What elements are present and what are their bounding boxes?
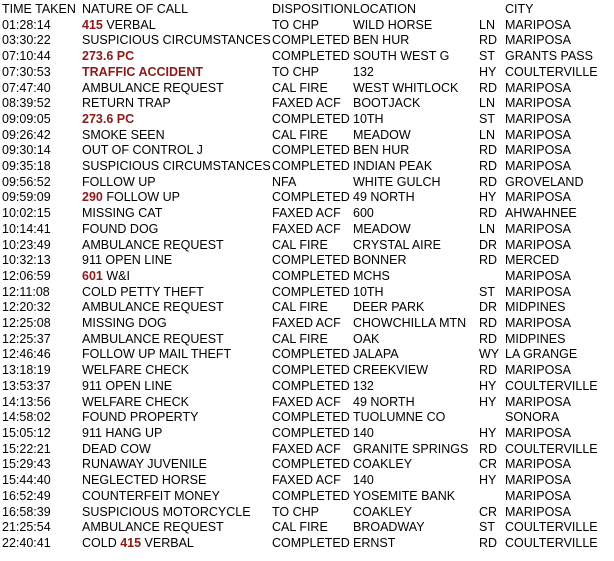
table-row bbox=[2, 222, 611, 238]
cell-nature bbox=[82, 253, 272, 269]
nature-code: 273.6 PC bbox=[82, 111, 135, 126]
cell-city: MARIPOSA bbox=[505, 80, 571, 95]
cell-nature bbox=[82, 379, 272, 395]
cell-time: 15:29:43 bbox=[2, 457, 51, 472]
table-row bbox=[2, 285, 611, 301]
cell-location: DEER PARK bbox=[353, 300, 425, 315]
cell-nature bbox=[82, 65, 272, 81]
cell-location: CHOWCHILLA MTN bbox=[353, 316, 467, 331]
cell-disposition: COMPLETED bbox=[272, 284, 350, 299]
cell-disposition: COMPLETED bbox=[272, 253, 350, 268]
nature-text: VERBAL bbox=[141, 535, 194, 550]
cell-time: 22:40:41 bbox=[2, 535, 51, 550]
table-row bbox=[2, 457, 611, 473]
header-row bbox=[2, 2, 611, 18]
nature-code: 290 bbox=[82, 190, 103, 205]
cell-suffix: RD bbox=[479, 441, 498, 456]
nature-text: W&I bbox=[102, 268, 130, 283]
cell-time: 07:10:44 bbox=[2, 49, 51, 64]
cell-suffix bbox=[479, 269, 505, 285]
table-row bbox=[2, 347, 611, 363]
cell-disposition: FAXED ACF bbox=[272, 206, 341, 221]
nature-text: AMBULANCE REQUEST bbox=[82, 300, 224, 315]
table-row bbox=[2, 253, 611, 269]
table-row bbox=[2, 316, 611, 332]
nature-code: 415 bbox=[82, 17, 103, 32]
cell-nature bbox=[82, 536, 272, 552]
table-row bbox=[2, 379, 611, 395]
cell-nature bbox=[82, 96, 272, 112]
table-row bbox=[2, 96, 611, 112]
table-row bbox=[2, 112, 611, 128]
cell-disposition: COMPLETED bbox=[272, 378, 350, 393]
cell-location: OAK bbox=[353, 331, 380, 346]
cell-location: COAKLEY bbox=[353, 504, 413, 519]
table-row bbox=[2, 505, 611, 521]
cell-disposition: CAL FIRE bbox=[272, 127, 328, 142]
cell-time: 09:09:05 bbox=[2, 111, 51, 126]
cell-suffix: RD bbox=[479, 206, 498, 221]
cell-disposition: FAXED ACF bbox=[272, 394, 341, 409]
cell-city: COULTERVILLE bbox=[505, 535, 598, 550]
cell-nature bbox=[82, 269, 272, 285]
cell-city: COULTERVILLE bbox=[505, 64, 598, 79]
header-suffix bbox=[479, 2, 505, 18]
cell-city: MARIPOSA bbox=[505, 425, 571, 440]
cell-suffix: RD bbox=[479, 143, 498, 158]
cell-suffix: HY bbox=[479, 394, 497, 409]
cell-location: 140 bbox=[353, 425, 374, 440]
table-row bbox=[2, 363, 611, 379]
cell-nature bbox=[82, 206, 272, 222]
cell-time: 15:05:12 bbox=[2, 425, 51, 440]
cell-suffix: HY bbox=[479, 473, 497, 488]
cell-disposition: COMPLETED bbox=[272, 535, 350, 550]
cell-suffix bbox=[479, 410, 505, 426]
cell-location: BEN HUR bbox=[353, 33, 410, 48]
nature-code: 415 bbox=[120, 535, 142, 550]
cell-disposition: COMPLETED bbox=[272, 347, 350, 362]
table-row bbox=[2, 159, 611, 175]
cell-time: 12:06:59 bbox=[2, 268, 51, 283]
cell-nature bbox=[82, 347, 272, 363]
table-row bbox=[2, 143, 611, 159]
cell-suffix: LN bbox=[479, 127, 495, 142]
cell-location: BROADWAY bbox=[353, 520, 425, 535]
cell-time: 08:39:52 bbox=[2, 96, 51, 111]
cell-city: MARIPOSA bbox=[505, 143, 571, 158]
cell-nature bbox=[82, 81, 272, 97]
cell-time: 13:53:37 bbox=[2, 378, 51, 393]
cell-suffix: ST bbox=[479, 111, 495, 126]
cell-suffix: RD bbox=[479, 33, 498, 48]
nature-text: MISSING DOG bbox=[82, 316, 167, 331]
cell-disposition: FAXED ACF bbox=[272, 441, 341, 456]
cell-suffix: HY bbox=[479, 425, 497, 440]
nature-text: AMBULANCE REQUEST bbox=[82, 80, 224, 95]
cell-disposition: TO CHP bbox=[272, 17, 319, 32]
cell-disposition: FAXED ACF bbox=[272, 96, 341, 111]
cell-nature bbox=[82, 238, 272, 254]
cell-city: MERCED bbox=[505, 253, 560, 268]
nature-code: 601 bbox=[82, 268, 103, 283]
cell-location: MEADOW bbox=[353, 221, 411, 236]
nature-text: RUNAWAY JUVENILE bbox=[82, 457, 208, 472]
cell-disposition: CAL FIRE bbox=[272, 331, 328, 346]
cell-city: MARIPOSA bbox=[505, 363, 571, 378]
cell-city: MARIPOSA bbox=[505, 159, 571, 174]
nature-text: RETURN TRAP bbox=[82, 96, 171, 111]
cell-city: LA GRANGE bbox=[505, 347, 578, 362]
cell-disposition: COMPLETED bbox=[272, 268, 350, 283]
cell-location: ERNST bbox=[353, 535, 396, 550]
cell-nature bbox=[82, 410, 272, 426]
nature-text: 911 HANG UP bbox=[82, 425, 163, 440]
cell-nature bbox=[82, 175, 272, 191]
cell-time: 14:13:56 bbox=[2, 394, 51, 409]
nature-text: COUNTERFEIT MONEY bbox=[82, 488, 220, 503]
header-nature: NATURE OF CALL bbox=[82, 2, 189, 16]
cell-suffix: RD bbox=[479, 80, 498, 95]
cell-nature bbox=[82, 143, 272, 159]
cell-city: MARIPOSA bbox=[505, 33, 571, 48]
cell-location: WHITE GULCH bbox=[353, 174, 441, 189]
cell-location: GRANITE SPRINGS bbox=[353, 441, 469, 456]
cell-suffix: RD bbox=[479, 331, 498, 346]
cell-disposition: FAXED ACF bbox=[272, 316, 341, 331]
cell-city: MIDPINES bbox=[505, 331, 566, 346]
cell-nature bbox=[82, 222, 272, 238]
table-row bbox=[2, 33, 611, 49]
nature-text: AMBULANCE REQUEST bbox=[82, 331, 224, 346]
cell-disposition: COMPLETED bbox=[272, 410, 350, 425]
nature-text: COLD PETTY THEFT bbox=[82, 284, 204, 299]
nature-text: COLD bbox=[82, 535, 121, 550]
cell-city: MIDPINES bbox=[505, 300, 566, 315]
nature-text: WELFARE CHECK bbox=[82, 394, 189, 409]
cell-suffix: ST bbox=[479, 49, 495, 64]
cell-disposition: COMPLETED bbox=[272, 488, 350, 503]
cell-nature bbox=[82, 442, 272, 458]
cell-suffix: LN bbox=[479, 221, 495, 236]
cell-time: 09:30:14 bbox=[2, 143, 51, 158]
table-row bbox=[2, 81, 611, 97]
cell-location: 10TH bbox=[353, 111, 384, 126]
table-row bbox=[2, 238, 611, 254]
cell-suffix: WY bbox=[479, 347, 500, 362]
cell-location: 132 bbox=[353, 64, 374, 79]
cell-suffix: CR bbox=[479, 504, 498, 519]
nature-text: FOLLOW UP bbox=[102, 190, 180, 205]
cell-time: 10:02:15 bbox=[2, 206, 51, 221]
cell-time: 12:11:08 bbox=[2, 284, 50, 299]
table-row bbox=[2, 175, 611, 191]
header-location: LOCATION bbox=[353, 2, 416, 16]
cell-location: 49 NORTH bbox=[353, 394, 415, 409]
nature-text: FOUND PROPERTY bbox=[82, 410, 199, 425]
cell-nature bbox=[82, 128, 272, 144]
cell-disposition: COMPLETED bbox=[272, 111, 350, 126]
cell-disposition: COMPLETED bbox=[272, 143, 350, 158]
cell-location: 49 NORTH bbox=[353, 190, 415, 205]
nature-text: AMBULANCE REQUEST bbox=[82, 520, 224, 535]
header-time: TIME TAKEN bbox=[2, 2, 76, 16]
cell-nature bbox=[82, 520, 272, 536]
cell-disposition: CAL FIRE bbox=[272, 520, 328, 535]
nature-text: DEAD COW bbox=[82, 441, 151, 456]
cell-city: COULTERVILLE bbox=[505, 520, 598, 535]
table-row bbox=[2, 426, 611, 442]
cell-city: COULTERVILLE bbox=[505, 378, 598, 393]
table-row bbox=[2, 65, 611, 81]
cell-time: 12:25:37 bbox=[2, 331, 51, 346]
nature-text: SUSPICIOUS CIRCUMSTANCES bbox=[82, 33, 271, 48]
cell-disposition: CAL FIRE bbox=[272, 237, 328, 252]
cell-time: 09:26:42 bbox=[2, 127, 51, 142]
cell-city: MARIPOSA bbox=[505, 17, 571, 32]
cell-nature bbox=[82, 316, 272, 332]
cell-time: 12:25:08 bbox=[2, 316, 51, 331]
cell-city: AHWAHNEE bbox=[505, 206, 577, 221]
table-row bbox=[2, 300, 611, 316]
cell-location: WEST WHITLOCK bbox=[353, 80, 459, 95]
cell-disposition: TO CHP bbox=[272, 504, 319, 519]
table-row bbox=[2, 49, 611, 65]
cell-nature bbox=[82, 505, 272, 521]
cell-time: 09:56:52 bbox=[2, 174, 51, 189]
cell-nature bbox=[82, 426, 272, 442]
cell-city: MARIPOSA bbox=[505, 316, 571, 331]
cell-city: MARIPOSA bbox=[505, 96, 571, 111]
cell-city: GROVELAND bbox=[505, 174, 584, 189]
nature-text: SUSPICIOUS MOTORCYCLE bbox=[82, 504, 251, 519]
nature-text: SMOKE SEEN bbox=[82, 127, 165, 142]
nature-text: FOLLOW UP MAIL THEFT bbox=[82, 347, 232, 362]
cell-location: 132 bbox=[353, 378, 374, 393]
cell-nature bbox=[82, 332, 272, 348]
nature-code: 273.6 PC bbox=[82, 49, 135, 64]
cell-disposition: CAL FIRE bbox=[272, 80, 328, 95]
cell-disposition: FAXED ACF bbox=[272, 473, 341, 488]
cell-city: MARIPOSA bbox=[505, 284, 571, 299]
table-row bbox=[2, 473, 611, 489]
cell-location: YOSEMITE BANK bbox=[353, 488, 456, 503]
cell-time: 16:58:39 bbox=[2, 504, 51, 519]
cell-city: MARIPOSA bbox=[505, 190, 571, 205]
nature-text: SUSPICIOUS CIRCUMSTANCES bbox=[82, 159, 271, 174]
call-log-table bbox=[2, 2, 611, 552]
cell-location: JALAPA bbox=[353, 347, 399, 362]
table-row bbox=[2, 128, 611, 144]
call-log-rows bbox=[2, 18, 611, 552]
table-row bbox=[2, 442, 611, 458]
cell-location: TUOLUMNE CO bbox=[353, 410, 446, 425]
cell-time: 10:14:41 bbox=[2, 221, 51, 236]
cell-time: 15:44:40 bbox=[2, 473, 51, 488]
cell-disposition: COMPLETED bbox=[272, 190, 350, 205]
cell-suffix: RD bbox=[479, 159, 498, 174]
cell-city: MARIPOSA bbox=[505, 504, 571, 519]
cell-suffix: HY bbox=[479, 190, 497, 205]
cell-location: BEN HUR bbox=[353, 143, 410, 158]
cell-time: 21:25:54 bbox=[2, 520, 51, 535]
cell-time: 09:59:09 bbox=[2, 190, 51, 205]
cell-suffix: RD bbox=[479, 363, 498, 378]
table-row bbox=[2, 536, 611, 552]
cell-nature bbox=[82, 489, 272, 505]
cell-suffix: DR bbox=[479, 300, 498, 315]
cell-location: MEADOW bbox=[353, 127, 411, 142]
cell-city: MARIPOSA bbox=[505, 221, 571, 236]
cell-location: INDIAN PEAK bbox=[353, 159, 433, 174]
cell-suffix: RD bbox=[479, 253, 498, 268]
cell-time: 12:20:32 bbox=[2, 300, 51, 315]
table-row bbox=[2, 190, 611, 206]
nature-text: MISSING CAT bbox=[82, 206, 163, 221]
cell-suffix: DR bbox=[479, 237, 498, 252]
cell-suffix: ST bbox=[479, 284, 495, 299]
table-row bbox=[2, 395, 611, 411]
cell-disposition: COMPLETED bbox=[272, 363, 350, 378]
header-city: CITY bbox=[505, 2, 534, 16]
cell-city: MARIPOSA bbox=[505, 111, 571, 126]
cell-disposition: NFA bbox=[272, 174, 297, 189]
cell-time: 15:22:21 bbox=[2, 441, 51, 456]
cell-time: 07:30:53 bbox=[2, 64, 51, 79]
cell-time: 09:35:18 bbox=[2, 159, 51, 174]
nature-text: WELFARE CHECK bbox=[82, 363, 189, 378]
cell-city: GRANTS PASS bbox=[505, 49, 593, 64]
cell-time: 03:30:22 bbox=[2, 33, 51, 48]
cell-suffix: RD bbox=[479, 535, 498, 550]
table-row bbox=[2, 332, 611, 348]
cell-city: MARIPOSA bbox=[505, 127, 571, 142]
cell-nature bbox=[82, 49, 272, 65]
cell-disposition: COMPLETED bbox=[272, 457, 350, 472]
table-row bbox=[2, 269, 611, 285]
cell-location: 600 bbox=[353, 206, 374, 221]
cell-nature bbox=[82, 112, 272, 128]
cell-nature bbox=[82, 457, 272, 473]
cell-location: BONNER bbox=[353, 253, 407, 268]
cell-nature bbox=[82, 33, 272, 49]
cell-city: SONORA bbox=[505, 410, 560, 425]
cell-nature bbox=[82, 300, 272, 316]
cell-nature bbox=[82, 473, 272, 489]
cell-city: MARIPOSA bbox=[505, 237, 571, 252]
cell-time: 14:58:02 bbox=[2, 410, 51, 425]
cell-city: MARIPOSA bbox=[505, 473, 571, 488]
nature-text: FOLLOW UP bbox=[82, 174, 156, 189]
table-row bbox=[2, 206, 611, 222]
cell-city: MARIPOSA bbox=[505, 488, 571, 503]
cell-nature bbox=[82, 190, 272, 206]
cell-suffix: HY bbox=[479, 64, 497, 79]
cell-location: 140 bbox=[353, 473, 374, 488]
nature-text: FOUND DOG bbox=[82, 221, 159, 236]
cell-time: 01:28:14 bbox=[2, 17, 51, 32]
nature-text: AMBULANCE REQUEST bbox=[82, 237, 224, 252]
cell-suffix bbox=[479, 489, 505, 505]
nature-text: OUT OF CONTROL J bbox=[82, 143, 203, 158]
cell-nature bbox=[82, 363, 272, 379]
cell-suffix: CR bbox=[479, 457, 498, 472]
cell-nature bbox=[82, 159, 272, 175]
cell-suffix: HY bbox=[479, 378, 497, 393]
cell-disposition: CAL FIRE bbox=[272, 300, 328, 315]
cell-suffix: LN bbox=[479, 17, 495, 32]
table-row bbox=[2, 489, 611, 505]
cell-time: 10:23:49 bbox=[2, 237, 51, 252]
cell-disposition: FAXED ACF bbox=[272, 221, 341, 236]
table-row bbox=[2, 520, 611, 536]
nature-text: 911 OPEN LINE bbox=[82, 378, 173, 393]
nature-text: VERBAL bbox=[102, 17, 156, 32]
cell-nature bbox=[82, 285, 272, 301]
cell-location: BOOTJACK bbox=[353, 96, 421, 111]
cell-location: MCHS bbox=[353, 268, 390, 283]
cell-time: 13:18:19 bbox=[2, 363, 51, 378]
table-row bbox=[2, 410, 611, 426]
cell-nature bbox=[82, 395, 272, 411]
cell-location: WILD HORSE bbox=[353, 17, 433, 32]
cell-city: MARIPOSA bbox=[505, 268, 571, 283]
cell-city: MARIPOSA bbox=[505, 457, 571, 472]
nature-text: 911 OPEN LINE bbox=[82, 253, 173, 268]
cell-city: COULTERVILLE bbox=[505, 441, 598, 456]
cell-location: SOUTH WEST G bbox=[353, 49, 450, 64]
cell-disposition: TO CHP bbox=[272, 64, 319, 79]
cell-time: 12:46:46 bbox=[2, 347, 51, 362]
cell-time: 16:52:49 bbox=[2, 488, 51, 503]
cell-location: COAKLEY bbox=[353, 457, 413, 472]
cell-nature bbox=[82, 18, 272, 34]
cell-location: CRYSTAL AIRE bbox=[353, 237, 441, 252]
cell-disposition: COMPLETED bbox=[272, 33, 350, 48]
cell-suffix: ST bbox=[479, 520, 495, 535]
cell-suffix: RD bbox=[479, 174, 498, 189]
cell-disposition: COMPLETED bbox=[272, 49, 350, 64]
nature-text: NEGLECTED HORSE bbox=[82, 473, 207, 488]
cell-time: 07:47:40 bbox=[2, 80, 51, 95]
header-disposition: DISPOSITION bbox=[272, 2, 353, 16]
cell-disposition: COMPLETED bbox=[272, 425, 350, 440]
cell-location: CREEKVIEW bbox=[353, 363, 429, 378]
cell-time: 10:32:13 bbox=[2, 253, 51, 268]
cell-city: MARIPOSA bbox=[505, 394, 571, 409]
cell-suffix: RD bbox=[479, 316, 498, 331]
nature-code: TRAFFIC ACCIDENT bbox=[82, 64, 204, 79]
cell-suffix: LN bbox=[479, 96, 495, 111]
table-row bbox=[2, 18, 611, 34]
cell-disposition: COMPLETED bbox=[272, 159, 350, 174]
cell-location: 10TH bbox=[353, 284, 384, 299]
